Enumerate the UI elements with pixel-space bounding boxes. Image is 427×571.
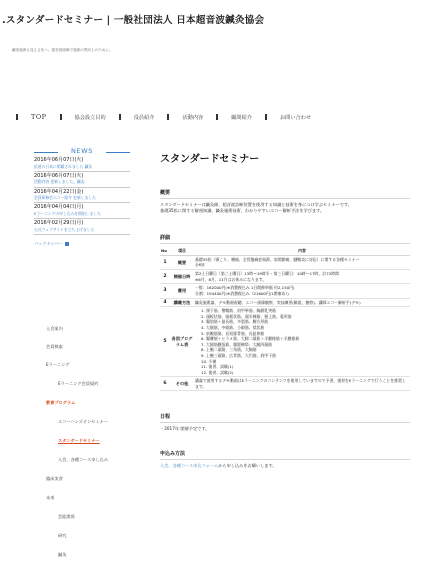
row-no: 6 [160, 377, 170, 391]
nav-item-purpose[interactable]: 協会設立目的 [74, 114, 106, 121]
schedule-heading: 日程 [160, 414, 171, 421]
side-menu-item-future[interactable]: 未来 [46, 495, 55, 500]
row-content: 1. 頸下筋、僧帽筋、肩甲挙筋、胸鎖乳突筋 2. 頭板状筋、頭板状筋、頭半棘筋、頸上筋、菱形筋 3. 腸肋筋＋最長筋、多裂筋、腰方形筋 4. 大腿筋、中殿筋、小殿筋、梨状筋 5. 前腕筋筋、長短腓骨筋、長趾伸筋 6. 腸腰筋＋ヒラメ筋、大腿二頭筋＋半腱様筋＋半膜様筋 7. 大腿筋膜張筋、腸脛靭帯、大腿四頭筋 8. 上腕二頭筋、三角筋、大胸筋 9. 上腕三頭筋、広背筋、大円筋、肩甲下筋 10. 予備 11. 復習、試験(1) 12. 復習、試験(2) [194, 307, 410, 377]
global-nav [16, 110, 416, 124]
backnumber-link[interactable] [34, 241, 130, 247]
overview-heading: 概要 [160, 190, 171, 196]
side-menu-item-education[interactable]: 教育プログラム [46, 400, 76, 405]
divider [160, 422, 410, 423]
col-header-item: 項目 [170, 247, 194, 255]
arrow-box-icon [65, 242, 69, 246]
table-row [160, 307, 410, 377]
nav-item-advisors[interactable]: 顧問紹介 [231, 114, 252, 121]
side-menu-item-handson[interactable]: エコーハンズオンセミナー [58, 419, 108, 424]
nav-separator [119, 114, 121, 120]
nav-item-officers[interactable]: 役員紹介 [133, 114, 155, 121]
news-date: 2016年06月07日(火) [34, 157, 84, 163]
side-menu-item-standard[interactable]: スタンダードセミナー [58, 438, 100, 443]
row-item: 各回プログラム表 [170, 307, 194, 377]
divider [160, 198, 410, 199]
row-item: 開催日時 [170, 270, 194, 284]
table-row [160, 377, 410, 391]
side-menu-item-join[interactable]: 入会案内 [46, 326, 63, 331]
site-tagline: 鍼灸施術も見える化へ。超音波画像で施術の質向上のために。 [12, 48, 113, 52]
backnumber-label: バックナンバー [34, 240, 63, 246]
news-link[interactable]: 会員研修会エコー紹介 更新しました [34, 195, 96, 201]
row-content: 一般：162000円(※消費税込み 1日開催単価 約2,150円) 分割：194400円(※消費税込み（21600円/1開催あ）) [194, 284, 410, 298]
table-row [160, 284, 410, 298]
table-row [160, 270, 410, 284]
news-link[interactable]: 公式ウェブサイトを立ち上げました [34, 226, 95, 232]
table-row [160, 298, 410, 307]
detail-table [160, 247, 410, 391]
news-link[interactable]: Eラーニングの申し込みを開始しました [34, 210, 101, 216]
row-content: 鍼灸施術論、デモ動画視聴、エコー画像観察、実技練習(解説、触察)、講師エコー解析手(デモ) [194, 298, 410, 307]
side-menu-item-apply[interactable]: 入会、各種コース申し込み [58, 457, 109, 462]
news-link[interactable]: 活動内容 更新しました。鍼灸 [34, 179, 85, 185]
side-menu-item-acupuncture[interactable]: 鍼灸 [58, 552, 67, 557]
news-link[interactable]: 医道の日本に掲載されました 鍼灸 [34, 163, 93, 169]
nav-separator [167, 114, 169, 120]
row-no: 3 [160, 284, 170, 298]
row-item: 概要 [170, 256, 194, 270]
nav-separator [216, 114, 218, 120]
col-header-content: 内容 [194, 247, 410, 255]
news-item [34, 219, 130, 235]
row-content: 講義で使用するデモ動画はEラーニングのコンテンツを使用していますので予習、復習をEラーニングで行うことを推奨します。 [194, 377, 410, 391]
nav-item-top[interactable]: TOP [31, 113, 47, 121]
row-no: 2 [160, 270, 170, 284]
apply-text: 入会、各種コース申込フォームから申し込みをお願いします。 [160, 463, 277, 469]
overview-text: 基礎35拡に関する解剖知識、鍼灸施術技術、わかりやすいエコー解析手法を学びます。 [160, 208, 325, 214]
news-date: 2016年02月29日(月) [34, 220, 84, 227]
side-menu-item-entertainment[interactable]: 芸能関係 [58, 514, 75, 519]
row-item: その他 [170, 377, 194, 391]
apply-form-link[interactable]: 入会、各種コース申込フォーム [160, 463, 219, 469]
overview-text: スタンダードセミナーは鍼灸師、超音波診断装置を使用する知識と技術を身につけ学ぶセミナーです。 [160, 202, 352, 207]
page-title: スタンダードセミナー [160, 154, 260, 165]
row-no: 1 [160, 256, 170, 270]
nav-separator [16, 114, 18, 120]
nav-item-activities[interactable]: 活動内容 [182, 114, 204, 121]
col-header-no: No [160, 247, 170, 255]
nav-separator [265, 114, 267, 120]
apply-heading: 申込み方法 [160, 451, 186, 458]
news-item [34, 188, 130, 204]
side-menu-item-elearning[interactable]: Eラーニング [46, 362, 70, 367]
news-item [34, 156, 130, 172]
news-title: NEWS [71, 147, 93, 155]
news-date: 2016年04月04日(月) [34, 204, 84, 211]
sidebar [34, 147, 130, 557]
row-no: 4 [160, 298, 170, 307]
nav-item-contact[interactable]: お問い合わせ [279, 114, 312, 121]
nav-separator [60, 114, 62, 120]
row-content: 基礎35拡（頸こり、腰痛、全骨盤痛症候群、肩関節痛、腱鞘炎に対応）に関する各種セミナー 全6回 [194, 256, 410, 270]
row-content: 第2土日曜日（第三土曜日）13時〜19時半・第三日曜日：10時〜17時、計72時間 ※6月、8月、11月はお休みになります。 [194, 270, 410, 284]
side-menu-item-elearning-terms[interactable]: Eラーニング会員規約 [58, 381, 99, 386]
side-menu-item-clinical[interactable]: 臨床実習 [46, 476, 63, 481]
divider [160, 243, 410, 244]
row-item: 費用 [170, 284, 194, 298]
main-content [160, 150, 410, 470]
side-menu-item-member-search[interactable]: 会員検索 [46, 344, 63, 349]
detail-heading: 詳細 [160, 235, 171, 242]
schedule-item: ・2017年 開催予定です。 [160, 426, 210, 432]
divider [160, 459, 410, 460]
news-item [34, 172, 130, 188]
row-item: 講義方法 [170, 298, 194, 307]
site-title: .スタンダードセミナー | 一般社団法人 日本超音波鍼灸協会 [2, 15, 265, 26]
row-no: 5 [160, 307, 170, 377]
news-date: 2016年04月22日(金) [34, 188, 84, 195]
news-heading [34, 148, 130, 156]
news-item [34, 203, 130, 219]
table-row [160, 256, 410, 270]
side-menu-item-research[interactable]: 研究 [58, 533, 67, 538]
news-date: 2016年06月07日(火) [34, 172, 84, 179]
site-header [0, 0, 427, 110]
